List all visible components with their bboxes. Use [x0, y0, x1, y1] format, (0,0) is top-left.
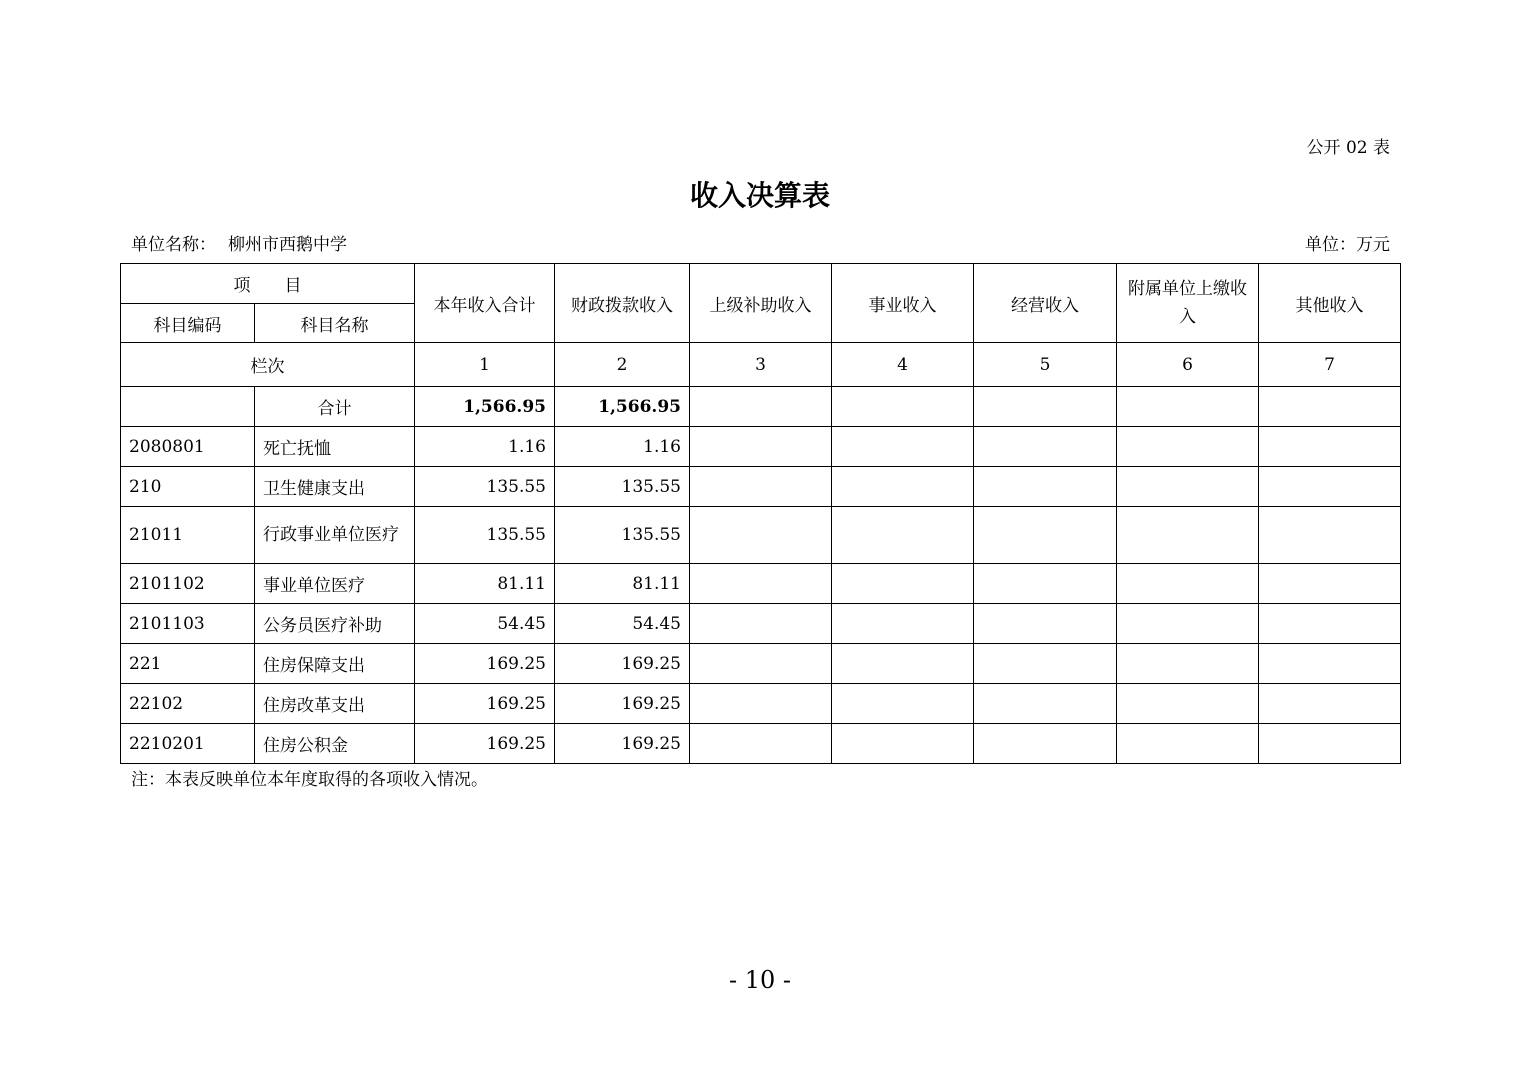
- row-code: 2101103: [121, 604, 255, 644]
- table-row: [121, 427, 1401, 467]
- header-affiliated: 附属单位上缴收入: [1117, 264, 1259, 343]
- row-total: 54.45: [415, 604, 555, 644]
- header-fiscal: 财政拨款收入: [555, 264, 690, 343]
- column-index-7: 7: [1259, 343, 1401, 387]
- row-fiscal: 169.25: [555, 684, 690, 724]
- row-code: 221: [121, 644, 255, 684]
- unit-name-value: 柳州市西鹅中学: [228, 235, 347, 255]
- row-code: 2080801: [121, 427, 255, 467]
- row-fiscal: 81.11: [555, 564, 690, 604]
- row-fiscal: 135.55: [555, 467, 690, 507]
- column-index-1: 1: [415, 343, 555, 387]
- column-index-2: 2: [555, 343, 690, 387]
- total-other: [1259, 387, 1401, 427]
- row-fiscal: 169.25: [555, 724, 690, 764]
- table-row: [121, 604, 1401, 644]
- total-business: [832, 387, 974, 427]
- row-total: 169.25: [415, 724, 555, 764]
- row-code: 210: [121, 467, 255, 507]
- total-label: 合计: [255, 387, 415, 427]
- total-income: 1,566.95: [415, 387, 555, 427]
- column-index-3: 3: [690, 343, 832, 387]
- header-name: 科目名称: [255, 304, 415, 343]
- table-row: [121, 467, 1401, 507]
- header-row-1: [121, 264, 1401, 304]
- column-index-6: 6: [1117, 343, 1259, 387]
- row-total: 81.11: [415, 564, 555, 604]
- row-total: 169.25: [415, 684, 555, 724]
- column-index-5: 5: [974, 343, 1117, 387]
- row-name: 住房保障支出: [255, 644, 415, 684]
- row-code: 22102: [121, 684, 255, 724]
- income-table: [120, 263, 1401, 764]
- row-code: 2101102: [121, 564, 255, 604]
- column-index-4: 4: [832, 343, 974, 387]
- row-name: 事业单位医疗: [255, 564, 415, 604]
- page-title: 收入决算表: [689, 179, 830, 212]
- unit-name: [131, 230, 347, 255]
- total-operating: [974, 387, 1117, 427]
- header-superior: 上级补助收入: [690, 264, 832, 343]
- row-fiscal: 54.45: [555, 604, 690, 644]
- total-row: [121, 387, 1401, 427]
- row-name: 公务员医疗补助: [255, 604, 415, 644]
- column-index-row: [121, 343, 1401, 387]
- header-code: 科目编码: [121, 304, 255, 343]
- table-row: [121, 684, 1401, 724]
- row-code: 2210201: [121, 724, 255, 764]
- currency-unit: 单位：万元: [1305, 235, 1390, 255]
- table-row: [121, 724, 1401, 764]
- header-project: 项 目: [121, 264, 415, 304]
- row-fiscal: 1.16: [555, 427, 690, 467]
- row-code: 21011: [121, 507, 255, 564]
- row-name: 死亡抚恤: [255, 427, 415, 467]
- unit-name-label: 单位名称：: [131, 235, 216, 255]
- row-name: 住房改革支出: [255, 684, 415, 724]
- header-business: 事业收入: [832, 264, 974, 343]
- header-total: 本年收入合计: [415, 264, 555, 343]
- total-fiscal: 1,566.95: [555, 387, 690, 427]
- row-total: 135.55: [415, 467, 555, 507]
- row-name: 住房公积金: [255, 724, 415, 764]
- row-total: 1.16: [415, 427, 555, 467]
- page-number: - 10 -: [728, 966, 791, 994]
- row-total: 135.55: [415, 507, 555, 564]
- header-other: 其他收入: [1259, 264, 1401, 343]
- table-note: 注：本表反映单位本年度取得的各项收入情况。: [131, 770, 488, 790]
- row-total: 169.25: [415, 644, 555, 684]
- table-row: [121, 564, 1401, 604]
- table-row: [121, 644, 1401, 684]
- row-name: 卫生健康支出: [255, 467, 415, 507]
- header-operating: 经营收入: [974, 264, 1117, 343]
- row-name: 行政事业单位医疗: [255, 507, 415, 564]
- total-superior: [690, 387, 832, 427]
- table-row: [121, 507, 1401, 564]
- row-fiscal: 169.25: [555, 644, 690, 684]
- row-fiscal: 135.55: [555, 507, 690, 564]
- column-index-label: 栏次: [121, 343, 415, 387]
- total-affiliated: [1117, 387, 1259, 427]
- form-code: 公开 02 表: [1306, 138, 1390, 158]
- total-code-cell: [121, 387, 255, 427]
